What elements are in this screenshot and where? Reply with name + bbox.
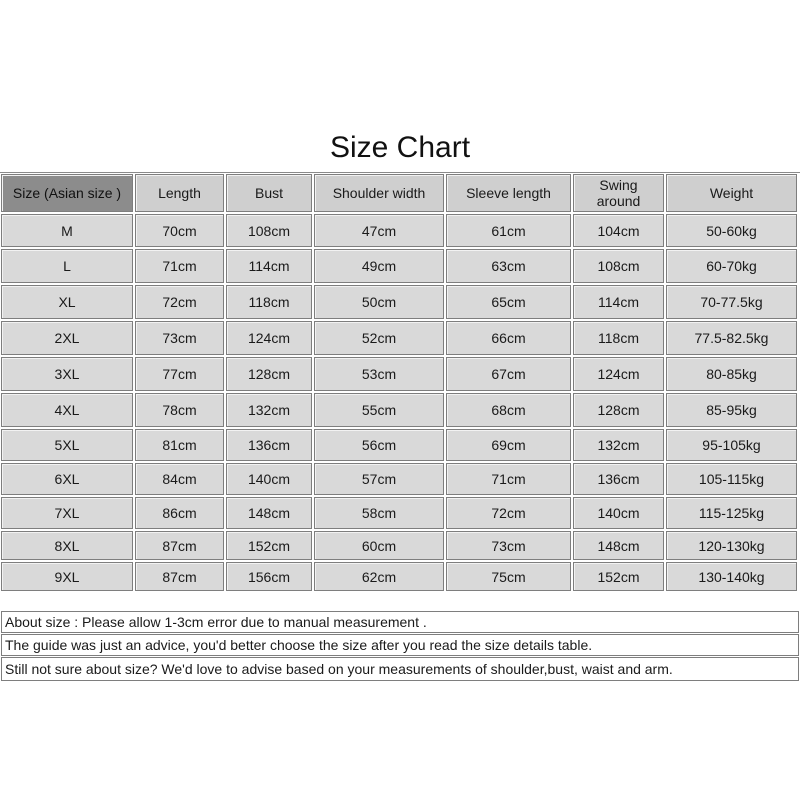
cell-weight: 50-60kg bbox=[666, 214, 797, 247]
cell-shoulder-width: 62cm bbox=[314, 562, 444, 591]
cell-weight: 105-115kg bbox=[666, 463, 797, 495]
cell-sleeve-length: 63cm bbox=[446, 249, 571, 283]
cell-sleeve-length: 65cm bbox=[446, 285, 571, 319]
table-row bbox=[0, 320, 800, 356]
cell-bust: 136cm bbox=[226, 429, 312, 461]
cell-length: 86cm bbox=[135, 497, 224, 529]
cell-shoulder-width: 56cm bbox=[314, 429, 444, 461]
cell-length: 71cm bbox=[135, 249, 224, 283]
cell-length: 73cm bbox=[135, 321, 224, 355]
header-size: Size (Asian size ) bbox=[1, 174, 133, 212]
cell-length: 81cm bbox=[135, 429, 224, 461]
cell-bust: 108cm bbox=[226, 214, 312, 247]
cell-bust: 156cm bbox=[226, 562, 312, 591]
header-shoulder-width: Shoulder width bbox=[314, 174, 444, 212]
cell-sleeve-length: 61cm bbox=[446, 214, 571, 247]
cell-weight: 77.5-82.5kg bbox=[666, 321, 797, 355]
cell-swing-around: 124cm bbox=[573, 357, 664, 391]
table-row bbox=[0, 284, 800, 320]
header-swing-around: Swing around bbox=[573, 174, 664, 212]
cell-size: 5XL bbox=[1, 429, 133, 461]
cell-size: 3XL bbox=[1, 357, 133, 391]
table-row bbox=[0, 213, 800, 248]
table-header-row bbox=[0, 173, 800, 213]
cell-bust: 148cm bbox=[226, 497, 312, 529]
cell-sleeve-length: 71cm bbox=[446, 463, 571, 495]
cell-sleeve-length: 68cm bbox=[446, 393, 571, 427]
cell-weight: 80-85kg bbox=[666, 357, 797, 391]
cell-sleeve-length: 67cm bbox=[446, 357, 571, 391]
cell-size: L bbox=[1, 249, 133, 283]
header-bust: Bust bbox=[226, 174, 312, 212]
cell-bust: 114cm bbox=[226, 249, 312, 283]
cell-length: 87cm bbox=[135, 531, 224, 560]
cell-sleeve-length: 75cm bbox=[446, 562, 571, 591]
cell-swing-around: 118cm bbox=[573, 321, 664, 355]
cell-size: 8XL bbox=[1, 531, 133, 560]
header-weight: Weight bbox=[666, 174, 797, 212]
cell-sleeve-length: 72cm bbox=[446, 497, 571, 529]
cell-swing-around: 132cm bbox=[573, 429, 664, 461]
cell-bust: 140cm bbox=[226, 463, 312, 495]
cell-weight: 85-95kg bbox=[666, 393, 797, 427]
cell-weight: 130-140kg bbox=[666, 562, 797, 591]
cell-swing-around: 136cm bbox=[573, 463, 664, 495]
cell-size: 9XL bbox=[1, 562, 133, 591]
page-title: Size Chart bbox=[329, 131, 471, 164]
cell-length: 72cm bbox=[135, 285, 224, 319]
cell-shoulder-width: 47cm bbox=[314, 214, 444, 247]
cell-shoulder-width: 52cm bbox=[314, 321, 444, 355]
size-notes bbox=[0, 610, 800, 682]
cell-size: 6XL bbox=[1, 463, 133, 495]
cell-bust: 152cm bbox=[226, 531, 312, 560]
table-row bbox=[0, 462, 800, 496]
cell-shoulder-width: 57cm bbox=[314, 463, 444, 495]
cell-size: M bbox=[1, 214, 133, 247]
note-advise-measurements: Still not sure about size? We'd love to advise based on your measurements of shoulder,bust, waist and arm. bbox=[1, 657, 799, 681]
size-table bbox=[0, 172, 800, 592]
cell-size: 4XL bbox=[1, 393, 133, 427]
cell-size: XL bbox=[1, 285, 133, 319]
cell-length: 78cm bbox=[135, 393, 224, 427]
cell-sleeve-length: 69cm bbox=[446, 429, 571, 461]
table-row bbox=[0, 561, 800, 592]
note-about-size: About size : Please allow 1-3cm error due to manual measurement . bbox=[1, 611, 799, 633]
cell-swing-around: 108cm bbox=[573, 249, 664, 283]
header-sleeve-length: Sleeve length bbox=[446, 174, 571, 212]
cell-shoulder-width: 55cm bbox=[314, 393, 444, 427]
cell-bust: 118cm bbox=[226, 285, 312, 319]
cell-weight: 70-77.5kg bbox=[666, 285, 797, 319]
cell-length: 87cm bbox=[135, 562, 224, 591]
note-guide-advice: The guide was just an advice, you'd better choose the size after you read the size details table. bbox=[1, 634, 799, 656]
cell-swing-around: 104cm bbox=[573, 214, 664, 247]
table-row bbox=[0, 428, 800, 462]
cell-size: 7XL bbox=[1, 497, 133, 529]
table-row bbox=[0, 392, 800, 428]
table-body bbox=[0, 213, 800, 592]
cell-swing-around: 148cm bbox=[573, 531, 664, 560]
cell-bust: 132cm bbox=[226, 393, 312, 427]
table-row bbox=[0, 248, 800, 284]
cell-shoulder-width: 53cm bbox=[314, 357, 444, 391]
cell-length: 84cm bbox=[135, 463, 224, 495]
cell-swing-around: 114cm bbox=[573, 285, 664, 319]
cell-swing-around: 128cm bbox=[573, 393, 664, 427]
cell-weight: 95-105kg bbox=[666, 429, 797, 461]
cell-swing-around: 140cm bbox=[573, 497, 664, 529]
cell-sleeve-length: 66cm bbox=[446, 321, 571, 355]
cell-length: 77cm bbox=[135, 357, 224, 391]
cell-shoulder-width: 49cm bbox=[314, 249, 444, 283]
cell-size: 2XL bbox=[1, 321, 133, 355]
cell-shoulder-width: 50cm bbox=[314, 285, 444, 319]
cell-bust: 128cm bbox=[226, 357, 312, 391]
table-row bbox=[0, 356, 800, 392]
cell-shoulder-width: 60cm bbox=[314, 531, 444, 560]
cell-shoulder-width: 58cm bbox=[314, 497, 444, 529]
cell-weight: 60-70kg bbox=[666, 249, 797, 283]
header-length: Length bbox=[135, 174, 224, 212]
table-row bbox=[0, 530, 800, 561]
cell-swing-around: 152cm bbox=[573, 562, 664, 591]
cell-length: 70cm bbox=[135, 214, 224, 247]
cell-weight: 120-130kg bbox=[666, 531, 797, 560]
cell-weight: 115-125kg bbox=[666, 497, 797, 529]
cell-sleeve-length: 73cm bbox=[446, 531, 571, 560]
cell-bust: 124cm bbox=[226, 321, 312, 355]
table-row bbox=[0, 496, 800, 530]
